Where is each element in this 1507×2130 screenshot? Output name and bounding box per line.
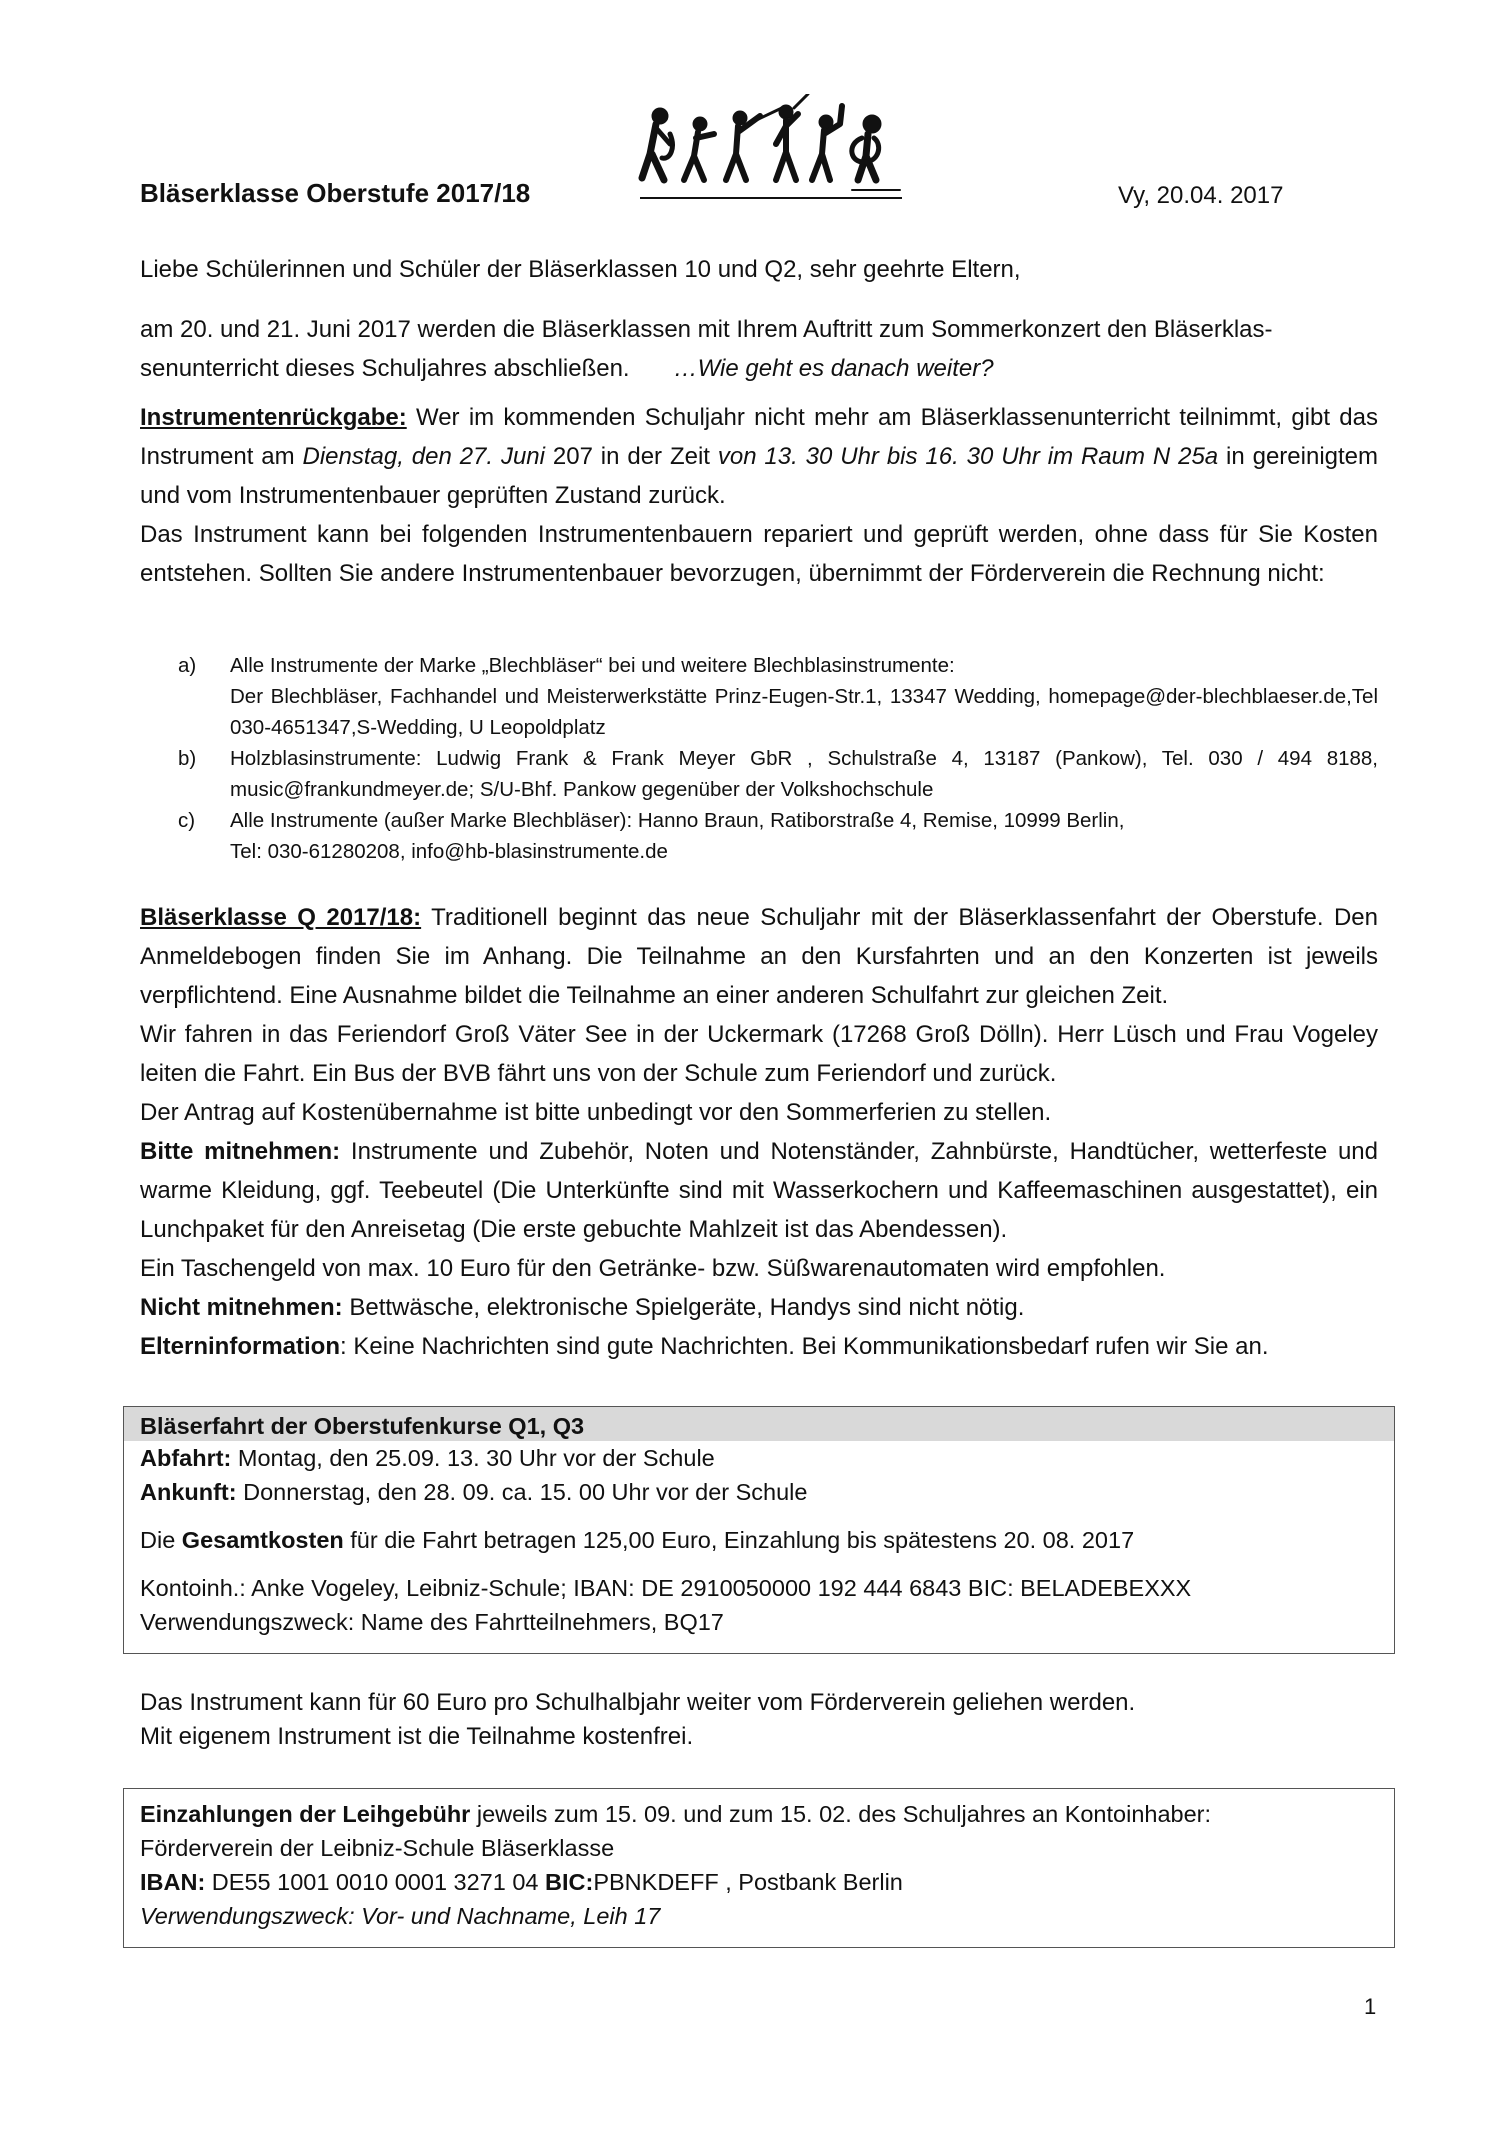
abfahrt-label: Abfahrt: <box>140 1445 232 1471</box>
list-item-line: Holzblasinstrumente: Ludwig Frank & Frank Meyer GbR , Schulstraße 4, 13187 (Pankow), Tel. 030 / 494 8188, music@frankundmeyer.de; S/U-Bhf. Pankow gegenüber der Volkshochschule <box>230 747 1378 801</box>
list-item-line: Alle Instrumente (außer Marke Blechbläser): Hanno Braun, Ratiborstraße 4, Remise, 10999 Berlin, <box>230 809 1125 832</box>
rueckgabe-date: Dienstag, den 27. Juni <box>302 443 545 470</box>
kosten-row <box>124 1523 1394 1557</box>
nicht-mitnehmen-paragraph <box>140 1288 1378 1327</box>
bic-label: BIC: <box>545 1869 594 1895</box>
leih-box-label: Einzahlungen der Leihgebühr <box>140 1801 471 1827</box>
kosten-prefix: Die <box>140 1527 182 1553</box>
elterninfo-text: : Keine Nachrichten sind gute Nachrichten. Bei Kommunikationsbedarf rufen wir Sie an. <box>340 1333 1269 1360</box>
ankunft-text: Donnerstag, den 28. 09. ca. 15. 00 Uhr vor der Schule <box>236 1479 808 1505</box>
leih-box-zweck <box>124 1899 1394 1933</box>
rueckgabe-section <box>140 398 1378 593</box>
elterninfo-paragraph <box>140 1327 1378 1366</box>
intro-line-2 <box>140 349 1378 388</box>
musicians-silhouettes-icon <box>636 94 906 202</box>
rueckgabe-text-1: Wer im kommenden Schuljahr nicht mehr am Bläserklassenunterricht teilnimmt, gibt das Instrument am <box>140 404 1378 470</box>
elterninfo-label: Elterninformation <box>140 1333 341 1360</box>
page-number: 1 <box>1364 1994 1377 2019</box>
iban-value: DE55 1001 0010 0001 3271 04 <box>205 1869 546 1895</box>
iban-label: IBAN: <box>140 1869 206 1895</box>
fahrt-heading: Bläserklasse Q 2017/18: <box>140 904 422 931</box>
list-item <box>178 743 1378 805</box>
leihgebuehr-box <box>123 1788 1395 1948</box>
intro-line-1: am 20. und 21. Juni 2017 werden die Bläserklassen mit Ihrem Auftritt zum Sommerkonzert den Bläserklas- <box>140 316 1273 343</box>
konto-row: Kontoinh.: Anke Vogeley, Leibniz-Schule; IBAN: DE 2910050000 192 444 6843 BIC: BELADEBEXXX <box>140 1575 1192 1601</box>
document-date: Vy, 20.04. 2017 <box>1118 182 1284 209</box>
mitnehmen-label: Bitte mitnehmen: <box>140 1138 341 1165</box>
intro-text: senunterricht dieses Schuljahres abschließen. <box>140 355 630 382</box>
leih-paragraph <box>140 1686 1378 1754</box>
rueckgabe-text-2: 207 in der Zeit <box>544 443 718 470</box>
leih-box-bank-row <box>124 1865 1394 1899</box>
abfahrt-text: Montag, den 25.09. 13. 30 Uhr vor der Schule <box>231 1445 715 1471</box>
mitnehmen-paragraph <box>140 1132 1378 1249</box>
fahrt-paragraph-2: Wir fahren in das Feriendorf Groß Väter See in der Uckermark (17268 Groß Dölln). Herr Lüsch und Frau Vogeley leiten die Fahrt. Ein Bus der BVB fährt uns von der Schule zum Feriendorf und zurück. <box>140 1021 1378 1087</box>
leih-box-text: jeweils zum 15. 09. und zum 15. 02. des Schuljahres an Kontoinhaber: <box>470 1801 1212 1827</box>
list-item-line: Alle Instrumente der Marke „Blechbläser“ bei und weitere Blechblasinstrumente: <box>230 654 955 677</box>
instrument-makers-list <box>178 650 1378 867</box>
fahrt-text-1: Traditionell beginnt das neue Schuljahr mit der Bläserklassenfahrt der Oberstufe. Den Anmeldebogen finden Sie im Anhang. Die Teilnahme an den Kursfahrten und an den Konzerten ist jeweils verpflichtend. Eine Ausnahme bildet die Teilnahme an einer anderen Schulfahrt zur gleichen Zeit. <box>140 904 1378 1009</box>
greeting-text: Liebe Schülerinnen und Schüler der Bläserklassen 10 und Q2, sehr geehrte Eltern, <box>140 256 1021 283</box>
intro-question: …Wie geht es danach weiter? <box>673 355 994 382</box>
greeting <box>140 250 1378 289</box>
fahrt-paragraph-3: Der Antrag auf Kostenübernahme ist bitte unbedingt vor den Sommerferien zu stellen. <box>140 1099 1052 1126</box>
abfahrt-row <box>124 1441 1394 1475</box>
leih-box-line-1 <box>124 1797 1394 1831</box>
rueckgabe-time-room: von 13. 30 Uhr bis 16. 30 Uhr im Raum N 25a <box>717 443 1219 470</box>
rueckgabe-heading: Instrumentenrückgabe: <box>140 404 407 431</box>
leih-box-verein: Förderverein der Leibniz-Schule Bläserklasse <box>140 1835 615 1861</box>
fahrt-info-box <box>123 1406 1395 1654</box>
nicht-mitnehmen-text: Bettwäsche, elektronische Spielgeräte, Handys sind nicht nötig. <box>342 1294 1025 1321</box>
nicht-mitnehmen-label: Nicht mitnehmen: <box>140 1294 343 1321</box>
verwendungszweck-row: Verwendungszweck: Name des Fahrtteilnehmers, BQ17 <box>140 1609 724 1635</box>
leih-line-1: Das Instrument kann für 60 Euro pro Schulhalbjahr weiter vom Förderverein geliehen werden. <box>140 1689 1136 1716</box>
ankunft-label: Ankunft: <box>140 1479 237 1505</box>
page-title: Bläserklasse Oberstufe 2017/18 <box>140 178 531 208</box>
leih-line-2: Mit eigenem Instrument ist die Teilnahme kostenfrei. <box>140 1723 694 1750</box>
fahrt-info-header: Bläserfahrt der Oberstufenkurse Q1, Q3 <box>124 1407 1394 1441</box>
fahrt-section <box>140 898 1378 1366</box>
list-item-marker: c) <box>178 809 196 832</box>
bic-value: PBNKDEFF , Postbank Berlin <box>593 1869 903 1895</box>
list-item <box>178 805 1378 867</box>
rueckgabe-paragraph <box>140 398 1378 515</box>
leih-box-zweck-text: Verwendungszweck: Vor- und Nachname, Leih 17 <box>140 1903 661 1929</box>
kosten-label: Gesamtkosten <box>181 1527 344 1553</box>
kosten-text: für die Fahrt betragen 125,00 Euro, Einzahlung bis spätestens 20. 08. 2017 <box>343 1527 1135 1553</box>
list-item-line: Der Blechbläser, Fachhandel und Meisterwerkstätte Prinz-Eugen-Str.1, 13347 Wedding, homepage@der-blechblaeser.de,Tel 030-4651347,S-Wedding, U Leopoldplatz <box>230 685 1378 739</box>
list-item-marker: b) <box>178 747 197 770</box>
taschengeld-paragraph: Ein Taschengeld von max. 10 Euro für den Getränke- bzw. Süßwarenautomaten wird empfohlen. <box>140 1255 1166 1282</box>
ankunft-row <box>124 1475 1394 1509</box>
rueckgabe-paragraph-2: Das Instrument kann bei folgenden Instrumentenbauern repariert und geprüft werden, ohne dass für Sie Kosten entstehen. Sollten Sie andere Instrumentenbauer bevorzugen, übernimmt der Förderverein die Rechnung nicht: <box>140 521 1378 587</box>
intro-paragraph <box>140 310 1378 388</box>
list-item <box>178 650 1378 743</box>
mitnehmen-text: Instrumente und Zubehör, Noten und Notenständer, Zahnbürste, Handtücher, wetterfeste und warme Kleidung, ggf. Teebeutel (Die Unterkünfte sind mit Wasserkochern und Kaffeemaschinen ausgestattet), ein Lunchpaket für den Anreisetag (Die erste gebuchte Mahlzeit ist das Abendessen). <box>140 1138 1378 1243</box>
list-item-line: Tel: 030-61280208, info@hb-blasinstrumente.de <box>230 840 668 863</box>
list-item-marker: a) <box>178 654 197 677</box>
fahrt-paragraph-1 <box>140 898 1378 1015</box>
rueckgabe-text-3: in gereinigtem und vom Instrumentenbauer geprüften Zustand zurück. <box>140 443 1379 509</box>
